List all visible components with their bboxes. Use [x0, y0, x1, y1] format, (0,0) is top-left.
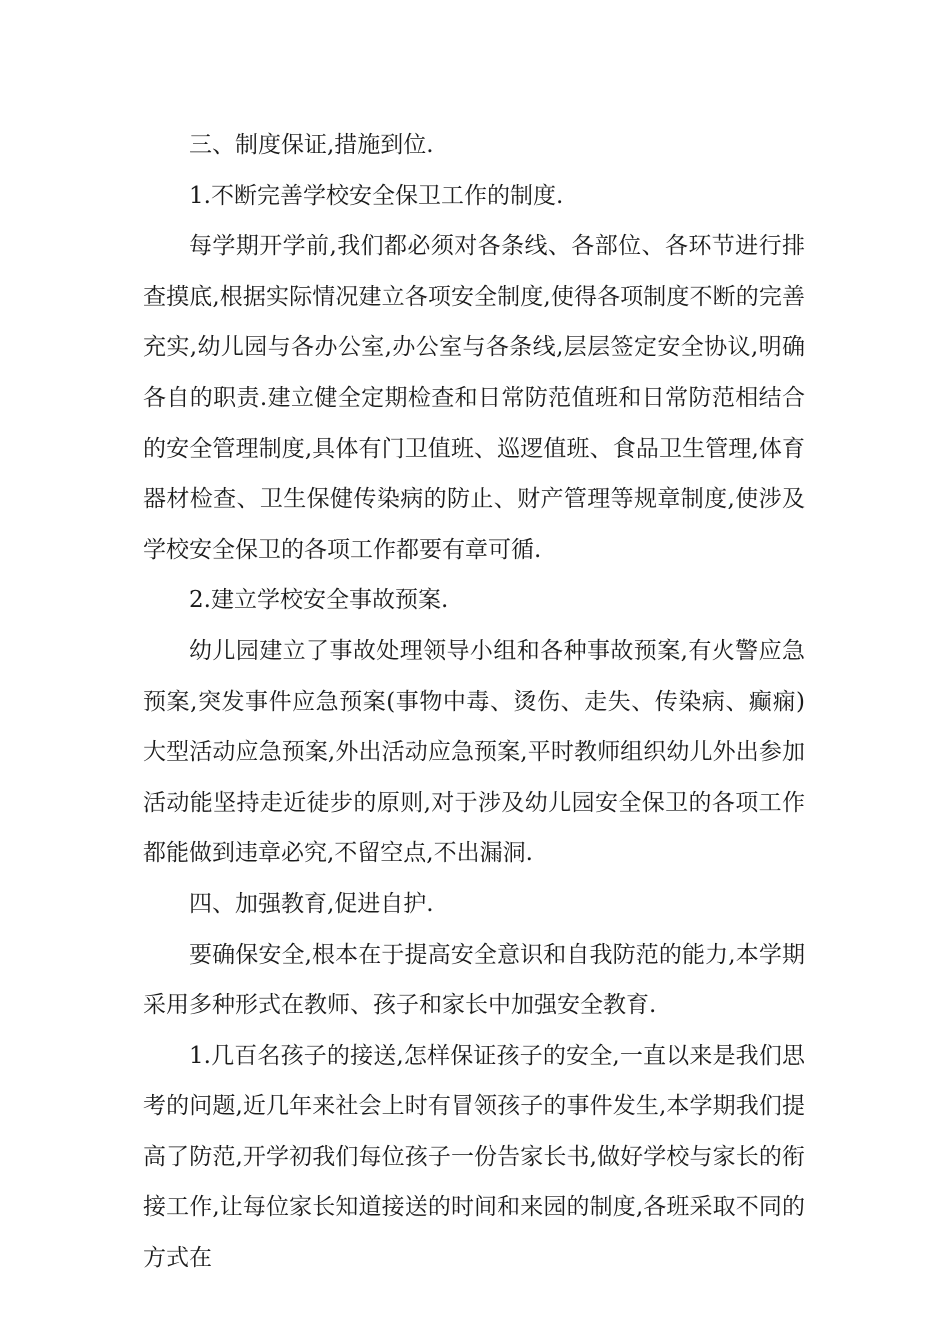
body-paragraph: 要确保安全,根本在于提高安全意识和自我防范的能力,本学期采用多种形式在教师、孩子和家长中加强安全教育. [143, 941, 805, 1019]
document-body [143, 120, 805, 1284]
body-paragraph: 每学期开学前,我们都必须对各条线、各部位、各环节进行排查摸底,根据实际情况建立各项安全制度,使得各项制度不断的完善充实,幼儿园与各办公室,办公室与各条线,层层签定安全协议,明确各自的职责.建立健全定期检查和日常防范值班和日常防范相结合的安全管理制度,具体有门卫值班、巡逻值班、食品卫生管理,体育器材检查、卫生保健传染病的防止、财产管理等规章制度,使涉及学校安全保卫的各项工作都要有章可循. [143, 233, 805, 563]
subheading-2: 2.建立学校安全事故预案. [189, 587, 449, 614]
section-heading-4: 四、加强教育,促进自护. [189, 890, 434, 917]
section-heading-3: 三、制度保证,措施到位. [189, 132, 434, 158]
body-paragraph: 1.几百名孩子的接送,怎样保证孩子的安全,一直以来是我们思考的问题,近几年来社会上时有冒领孩子的事件发生,本学期我们提高了防范,开学初我们每位孩子一份告家长书,做好学校与家长的衔接工作,让每位家长知道接送的时间和来园的制度,各班采取不同的方式在 [143, 1042, 805, 1272]
body-paragraph: 幼儿园建立了事故处理领导小组和各种事故预案,有火警应急预案,突发事件应急预案(事物中毒、烫伤、走失、传染病、癫痫)大型活动应急预案,外出活动应急预案,平时教师组织幼儿外出参加活动能坚持走近徒步的原则,对于涉及幼儿园安全保卫的各项工作都能做到违章必究,不留空点,不出漏洞. [143, 637, 805, 867]
subheading-1: 1.不断完善学校安全保卫工作的制度. [189, 182, 564, 209]
